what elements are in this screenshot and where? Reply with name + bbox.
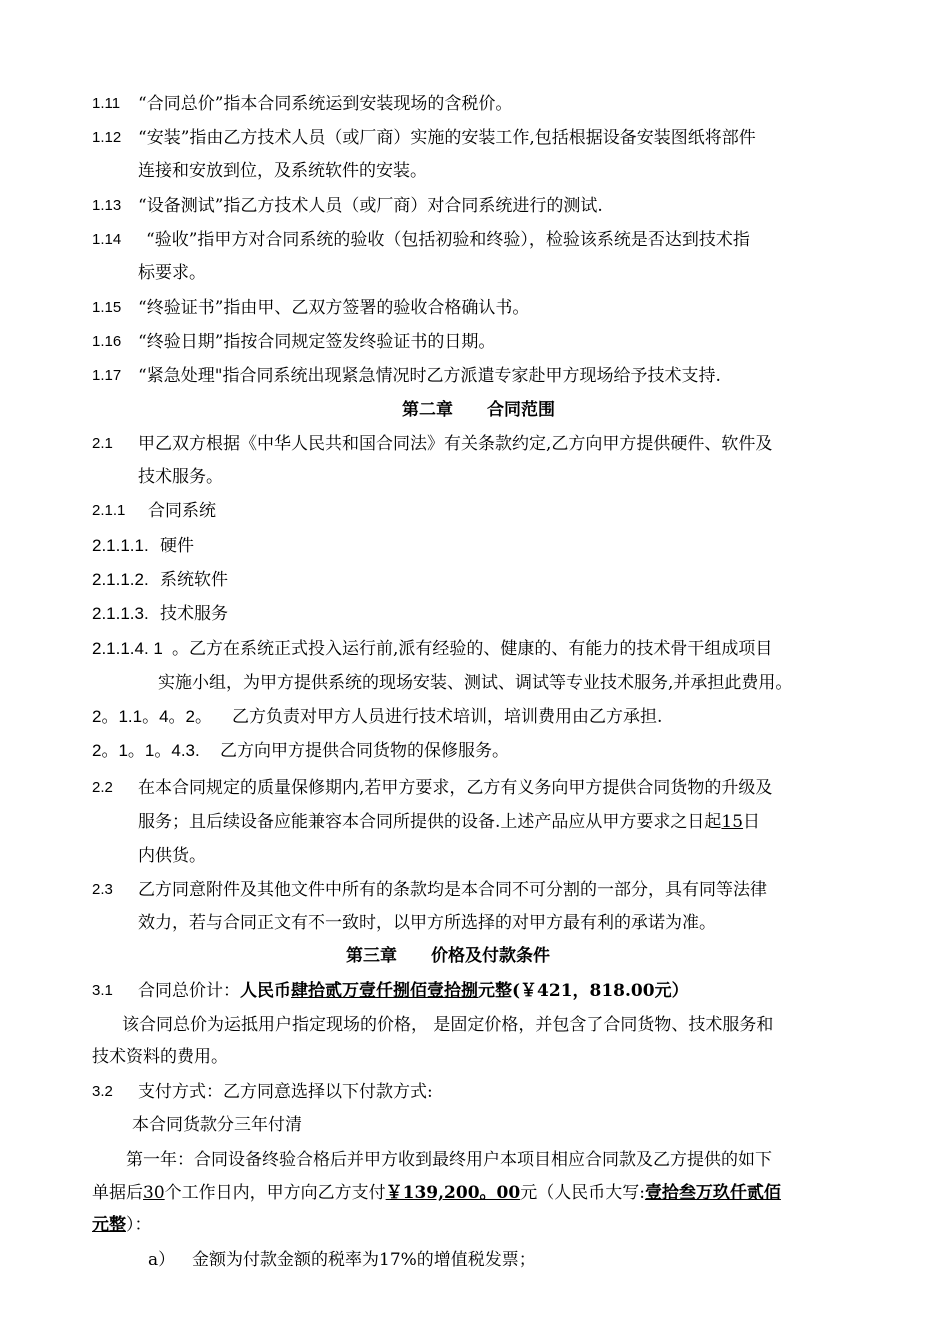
clause-text: “合同总价”指本合同系统运到安装现场的含税价。: [138, 94, 513, 114]
amount-in-words: 肆拾贰万壹仟捌佰壹拾捌: [291, 981, 478, 1001]
paragraph-text-cont: [92, 1181, 781, 1205]
clause-number: 2.2: [92, 779, 113, 796]
clause-text: “验收”指甲方对合同系统的验收（包括初验和终验），检验该系统是否达到技术指: [146, 230, 750, 250]
clause-number: 2.1.1.3.: [92, 604, 149, 623]
clause-number: 2.3: [92, 881, 113, 898]
clause-text-cont: 内供货。: [138, 846, 206, 866]
list-item-label: a）: [148, 1250, 176, 1270]
days-value: 15: [721, 812, 744, 832]
clause-text-part: 合同总价计：: [138, 981, 240, 1001]
clause-text-part: 日: [743, 812, 761, 832]
clause-text: 乙方负责对甲方人员进行技术培训，培训费用由乙方承担.: [232, 707, 663, 727]
clause-text: 乙方同意附件及其他文件中所有的条款均是本合同不可分割的一部分，具有同等法律: [138, 880, 767, 900]
clause-number: 2.1.1.2.: [92, 570, 149, 589]
clause-text: 甲乙双方根据《中华人民共和国合同法》有关条款约定,乙方向甲方提供硬件、软件及: [138, 434, 773, 454]
clause-text-part: 服务；且后续设备应能兼容本合同所提供的设备.上述产品应从甲方要求之日起: [138, 812, 722, 832]
paragraph-text: 第一年：合同设备终验合格后并甲方收到最终用户本项目相应合同款及乙方提供的如下: [126, 1150, 772, 1170]
clause-text: “终验日期”指按合同规定签发终验证书的日期。: [138, 332, 496, 352]
clause-text-cont: 连接和安放到位，及系统软件的安装。: [138, 161, 427, 181]
chapter-heading: 第三章 价格及付款条件: [346, 946, 550, 966]
clause-text-part: ）：: [126, 1215, 152, 1235]
payment-amount: ￥139,200。00: [385, 1183, 521, 1203]
clause-text: “设备测试”指乙方技术人员（或厂商）对合同系统进行的测试.: [138, 196, 603, 216]
clause-text: “安装”指由乙方技术人员（或厂商）实施的安装工作,包括根据设备安装图纸将部件: [138, 128, 756, 148]
clause-text: “紧急处理"指合同系统出现紧急情况时乙方派遣专家赴甲方现场给予技术支持.: [138, 366, 721, 386]
clause-text-part: 个工作日内，甲方向乙方支付: [164, 1183, 386, 1203]
clause-text-cont: 实施小组，为甲方提供系统的现场安装、测试、调试等专业技术服务,并承担此费用。: [158, 673, 793, 693]
clause-number: 2。1。1。4.3.: [92, 741, 200, 760]
clause-number: 1.13: [92, 197, 122, 214]
clause-text: “终验证书”指由甲、乙双方签署的验收合格确认书。: [138, 298, 530, 318]
clause-text-cont: 效力，若与合同正文有不一致时，以甲方所选择的对甲方最有利的承诺为准。: [138, 913, 716, 933]
clause-text: 在本合同规定的质量保修期内,若甲方要求，乙方有义务向甲方提供合同货物的升级及: [138, 778, 773, 798]
clause-text: 合同系统: [148, 501, 216, 521]
days-value: 30: [143, 1183, 165, 1203]
clause-number: 3.2: [92, 1083, 113, 1100]
payment-amount-words: 元整: [92, 1215, 126, 1235]
clause-number: 1.14: [92, 231, 122, 248]
clause-text: 乙方向甲方提供合同货物的保修服务。: [220, 741, 509, 761]
currency-label: 人民币: [240, 981, 291, 1001]
clause-text: [138, 979, 689, 1003]
paragraph-text: 该合同总价为运抵用户指定现场的价格， 是固定价格，并包含了合同货物、技术服务和: [122, 1015, 774, 1035]
clause-number: 2.1.1.1.: [92, 536, 149, 555]
clause-number: 2.1.1.4. 1: [92, 639, 163, 658]
amount-in-figures: (￥421，818.00元）: [512, 981, 689, 1001]
clause-text-part: 单据后: [92, 1183, 143, 1203]
clause-number: 1.16: [92, 333, 122, 350]
clause-number: 1.12: [92, 129, 122, 146]
paragraph-text: 本合同货款分三年付清: [132, 1115, 302, 1135]
list-item-text: 金额为付款金额的税率为17%的增值税发票；: [192, 1250, 536, 1270]
payment-amount-words: 壹拾叁万玖仟贰佰: [644, 1183, 781, 1203]
clause-text-cont: 标要求。: [138, 263, 206, 283]
clause-text: 。乙方在系统正式投入运行前,派有经验的、健康的、有能力的技术骨干组成项目: [172, 639, 773, 659]
paragraph-text-cont: 技术资料的费用。: [92, 1047, 228, 1067]
clause-text: 硬件: [160, 536, 194, 556]
clause-text-part: 元（人民币大写:: [520, 1183, 645, 1203]
clause-text: 技术服务: [160, 604, 228, 624]
clause-text: 系统软件: [160, 570, 228, 590]
clause-number: 3.1: [92, 982, 113, 999]
clause-number: 2.1.1: [92, 502, 126, 519]
clause-number: 2.1: [92, 435, 113, 452]
clause-text-cont: 技术服务。: [138, 467, 223, 487]
clause-number: 1.17: [92, 367, 122, 384]
chapter-heading: 第二章 合同范围: [402, 400, 555, 420]
clause-text-cont: [138, 810, 760, 834]
clause-text: 支付方式：乙方同意选择以下付款方式:: [138, 1082, 433, 1102]
clause-number: 1.11: [92, 95, 121, 112]
currency-unit: 元整: [478, 981, 512, 1001]
clause-number: 1.15: [92, 299, 122, 316]
paragraph-text-cont: [92, 1213, 152, 1237]
clause-number: 2。1.1。4。2。: [92, 707, 212, 726]
